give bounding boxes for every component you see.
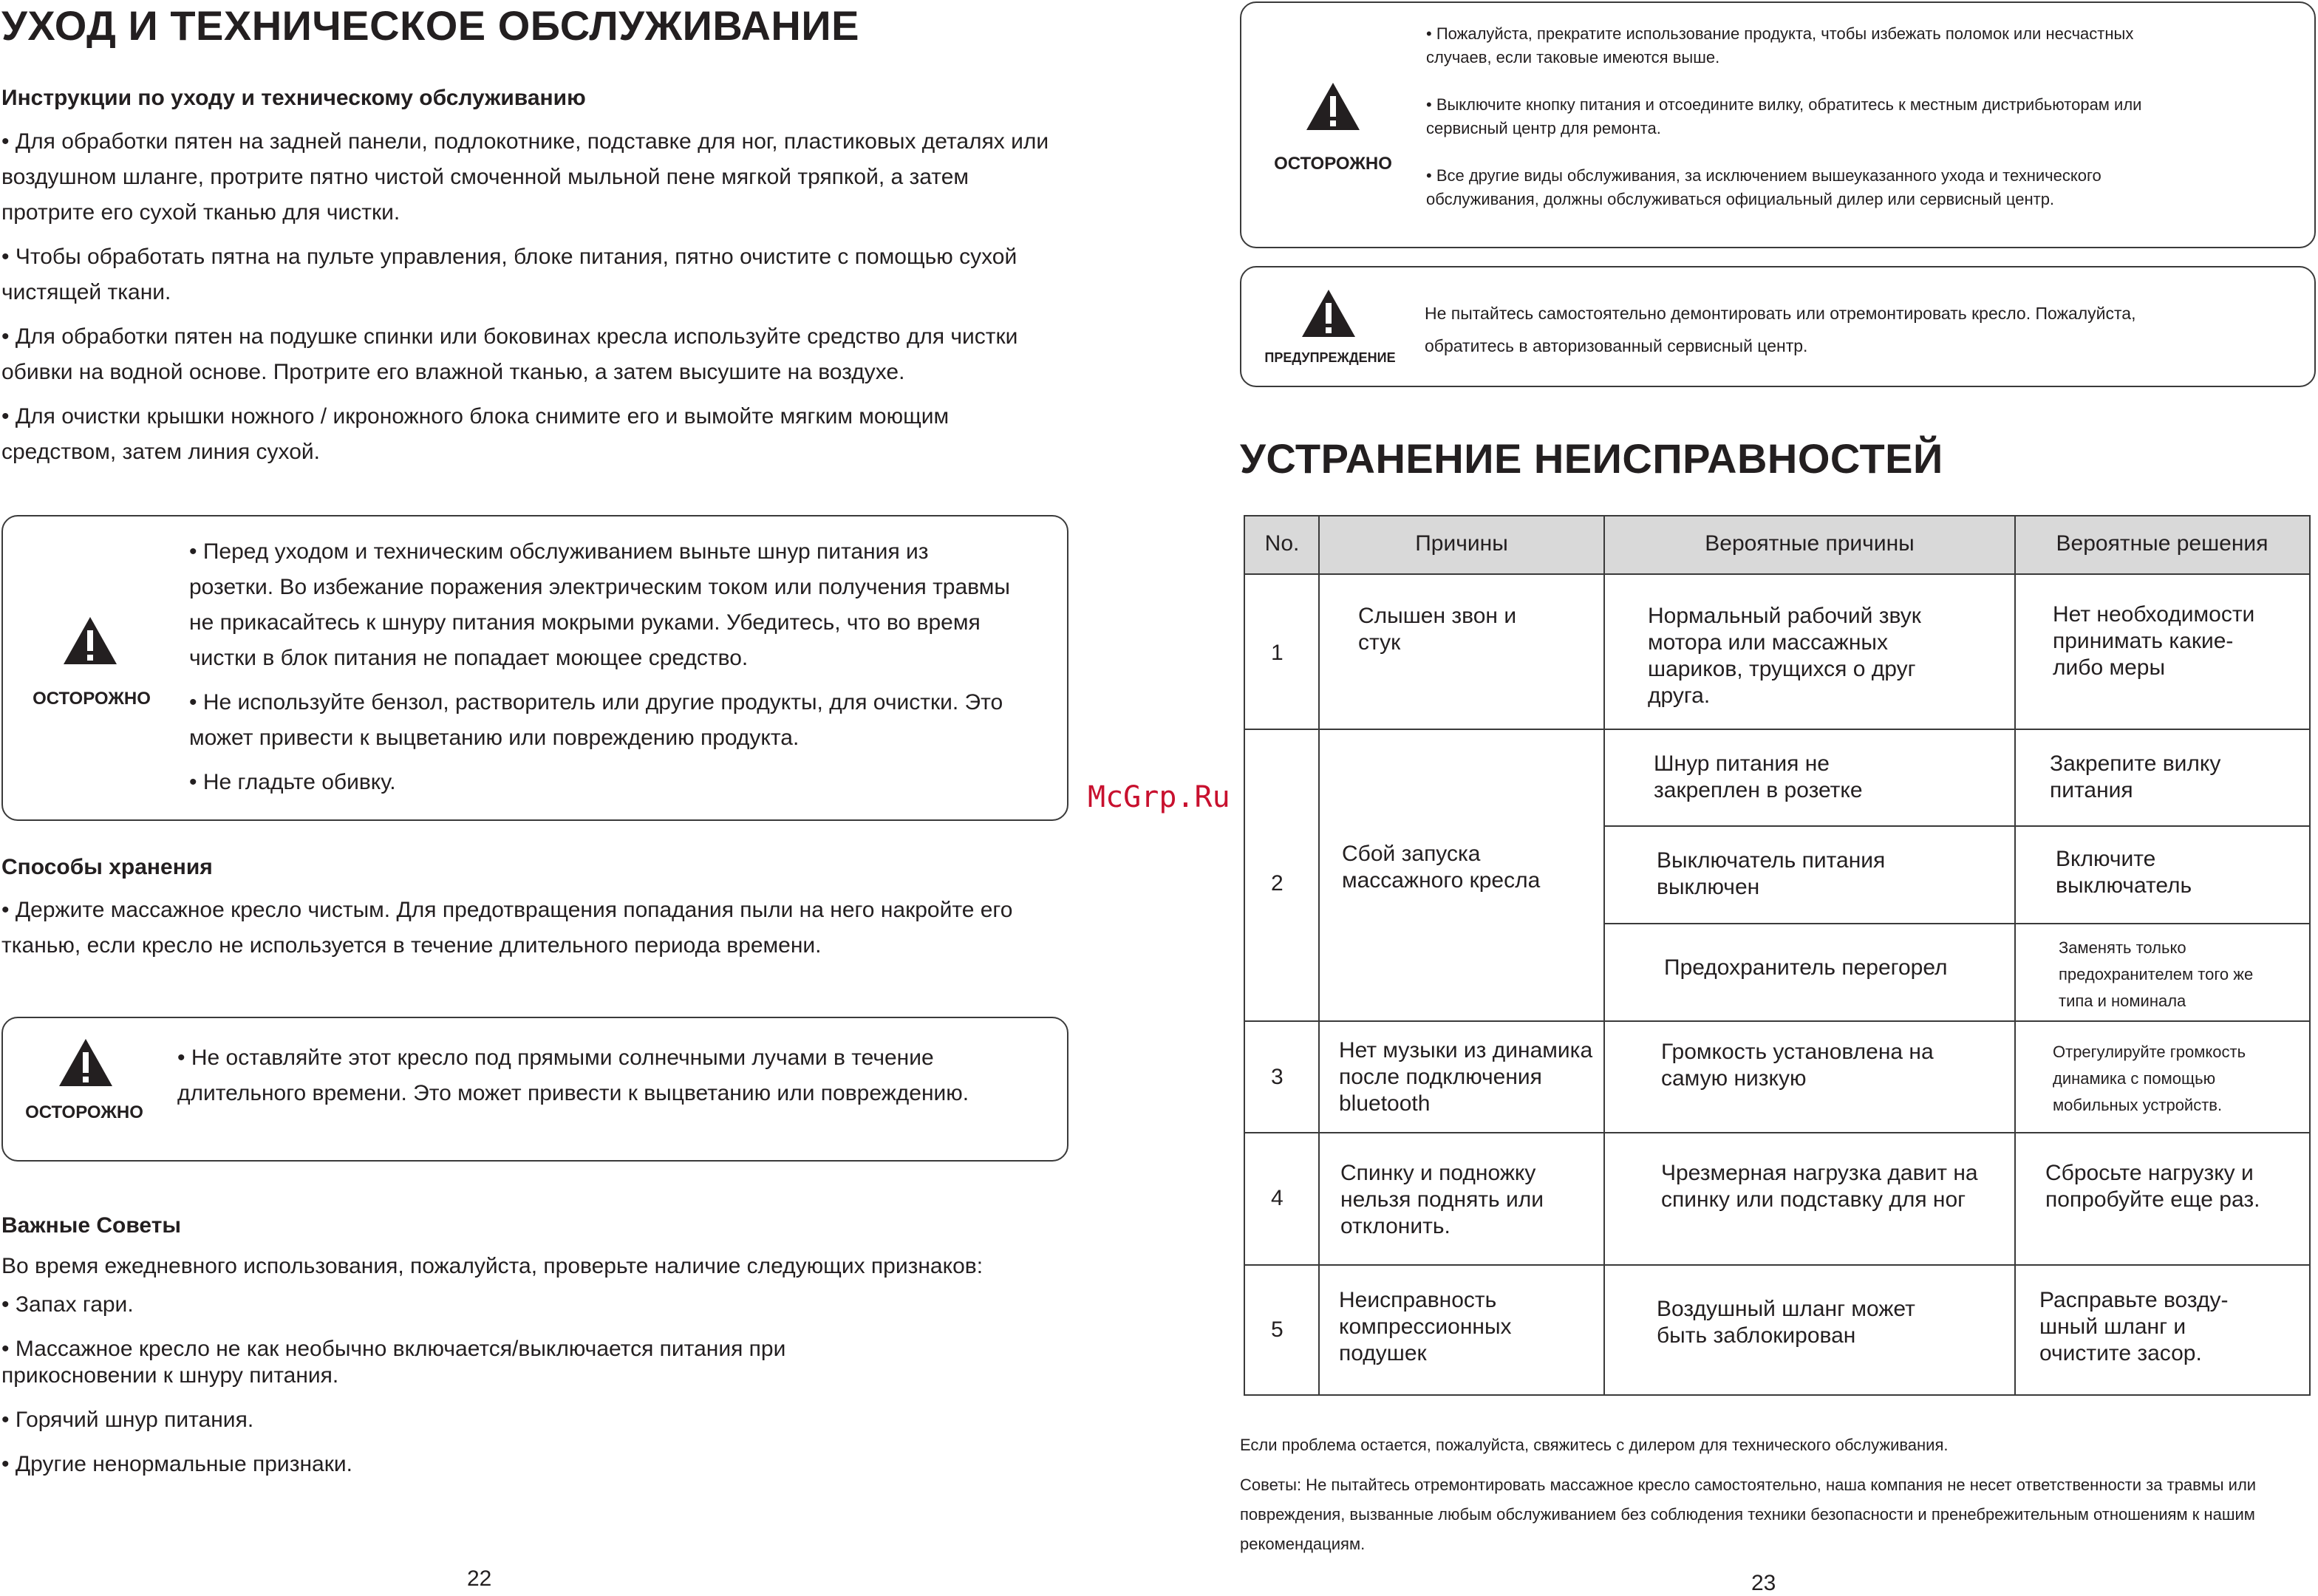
table-row-line bbox=[1603, 825, 2311, 827]
tips-list bbox=[1, 1292, 888, 1478]
table-cell-solution: Расправьте возду-шный шланг и очистите засор. bbox=[2039, 1288, 2229, 1365]
caution-item: • Не используйте бензол, растворитель или другие продукты, для очистки. Это может привести к выцветанию или повреждению продукта. bbox=[189, 690, 1003, 750]
table-cell-solution: Нет необходимости принимать какие-либо меры bbox=[2053, 602, 2255, 680]
tips-item: • Горячий шнур питания. bbox=[1, 1408, 254, 1432]
table-row-line bbox=[1244, 1132, 2311, 1133]
table-cell-probable: Предохранитель перегорел bbox=[1664, 955, 1948, 980]
table-cell-no: 3 bbox=[1271, 1065, 1284, 1089]
troubleshooting-title: УСТРАНЕНИЕ НЕИСПРАВНОСТЕЙ bbox=[1240, 435, 1943, 482]
care-paragraph: • Чтобы обработать пятна на пульте управления, блоке питания, пятно очистите с помощью сухой чистящей ткани. bbox=[1, 245, 1017, 304]
table-cell-cause: Спинку и подножку нельзя поднять или отклонить. bbox=[1340, 1161, 1544, 1238]
table-border-top bbox=[1244, 515, 2311, 516]
caution-item: • Перед уходом и техническим обслуживанием выньте шнур питания из розетки. Во избежание поражения электрическим током или получения травмы не прикасайтесь к шнуру питания мокрыми руками. Убедитесь, что во время чистки в блок питания не попадает моющее средство. bbox=[189, 539, 1010, 670]
table-cell-no: 1 bbox=[1271, 641, 1284, 665]
table-cell-solution: Отрегулируйте громкость динамика с помощью мобильных устройств. bbox=[2053, 1043, 2246, 1114]
tips-heading: Важные Советы bbox=[1, 1213, 182, 1238]
caution-item: • Все другие виды обслуживания, за исключением вышеуказанного ухода и технического обслуживания, должны обслуживаться официальный дилер или сервисный центр. bbox=[1426, 166, 2101, 208]
caution-box-storage bbox=[1, 1017, 1068, 1162]
table-header-solution: Вероятные решения bbox=[2056, 531, 2268, 556]
caution-text bbox=[189, 534, 1017, 800]
warning-line: Не пытайтесь самостоятельно демонтировать или отремонтировать кресло. Пожалуйста, bbox=[1425, 304, 2136, 323]
table-cell-cause: Неисправность компрессионных подушек bbox=[1339, 1288, 1512, 1365]
tips-item: • Массажное кресло не как необычно включается/выключается питания при прикосновении к шнуру питания. bbox=[1, 1337, 786, 1388]
table-row-line bbox=[1244, 729, 2311, 730]
left-page-title: УХОД И ТЕХНИЧЕСКОЕ ОБСЛУЖИВАНИЕ bbox=[1, 2, 859, 49]
caution-label: ОСТОРОЖНО bbox=[33, 689, 151, 709]
warning-box bbox=[1240, 266, 2316, 387]
table-cell-cause: Слышен звон и стук bbox=[1358, 604, 1517, 655]
caution-item: • Не гладьте обивку. bbox=[189, 770, 396, 794]
table-cell-solution: Закрепите вилку питания bbox=[2050, 751, 2221, 802]
caution-label: ОСТОРОЖНО bbox=[1274, 154, 1392, 174]
care-paragraph: • Для обработки пятен на задней панели, подлокотнике, подставке для ног, пластиковых деталях или воздушном шланге, протрите пятно чистой смоченной мыльной пене мягкой тряпкой, а затем протрите его сухой тканью для чистки. bbox=[1, 129, 1049, 225]
warning-text bbox=[1425, 297, 2297, 362]
table-cell-probable: Нормальный рабочий звук мотора или массажных шариков, трущихся о друг друга. bbox=[1648, 604, 1921, 708]
table-cell-probable: Шнур питания не закреплен в розетке bbox=[1654, 751, 1863, 802]
table-cell-probable: Громкость установлена на самую низкую bbox=[1661, 1040, 1934, 1091]
care-instructions bbox=[1, 124, 1051, 470]
caution-box-care bbox=[1, 515, 1068, 821]
footer-contact: Если проблема остается, пожалуйста, свяжитесь с дилером для технического обслуживания. bbox=[1240, 1436, 1949, 1454]
warning-triangle-icon bbox=[58, 1037, 114, 1088]
care-paragraph: • Для обработки пятен на подушке спинки или боковинах кресла используйте средство для чистки обивки на водной основе. Протрите его влажной тканью, а затем высушите на воздухе. bbox=[1, 324, 1018, 384]
footer-advice: Советы: Не пытайтесь отремонтировать массажное кресло самостоятельно, наша компания не несет ответственности за травмы или повреждения, вызванные любым обслуживанием без соблюдения техники безопасности и пренебрежительным отношениям к нашим рекомендациям. bbox=[1240, 1476, 2257, 1553]
table-cell-no: 5 bbox=[1271, 1317, 1284, 1342]
warning-line: обратитесь в авторизованный сервисный центр. bbox=[1425, 336, 1808, 355]
table-cell-probable: Выключатель питания выключен bbox=[1657, 848, 1886, 899]
table-cell-no: 4 bbox=[1271, 1186, 1284, 1210]
warning-triangle-icon bbox=[1301, 288, 1357, 338]
table-cell-solution: Заменять только предохранителем того же типа и номинала bbox=[2059, 938, 2254, 1010]
caution-text: • Не оставляйте этот кресло под прямыми солнечными лучами в течение длительного времени. Это может привести к выцветанию или повреждению. bbox=[177, 1046, 969, 1105]
table-row-line bbox=[1244, 1020, 2311, 1022]
tips-item: • Запах гари. bbox=[1, 1292, 134, 1317]
table-border-bottom bbox=[1244, 1394, 2311, 1396]
table-cell-probable: Чрезмерная нагрузка давит на спинку или подставку для ног bbox=[1661, 1161, 1978, 1212]
table-header-cause: Причины bbox=[1415, 531, 1508, 556]
table-header-probable: Вероятные причины bbox=[1705, 531, 1915, 556]
warning-label: ПРЕДУПРЕЖДЕНИЕ bbox=[1264, 350, 1396, 365]
page-number-right: 23 bbox=[1751, 1571, 1776, 1595]
warning-triangle-icon bbox=[62, 615, 118, 666]
page-number-left: 22 bbox=[467, 1566, 492, 1591]
care-heading: Инструкции по уходу и техническому обслуживанию bbox=[1, 86, 586, 110]
table-row-line bbox=[1603, 923, 2311, 924]
table-cell-cause: Сбой запуска массажного кресла bbox=[1342, 842, 1541, 893]
table-cell-solution: Включите выключатель bbox=[2056, 847, 2192, 898]
warning-triangle-icon bbox=[1305, 81, 1361, 132]
table-cell-cause: Нет музыки из динамика после подключения bluetooth bbox=[1339, 1038, 1593, 1116]
storage-heading: Способы хранения bbox=[1, 855, 213, 879]
tips-item: • Другие ненормальные признаки. bbox=[1, 1452, 352, 1476]
table-cell-solution: Сбросьте нагрузку и попробуйте еще раз. bbox=[2045, 1161, 2260, 1212]
caution-label: ОСТОРОЖНО bbox=[25, 1102, 143, 1122]
caution-box-service bbox=[1240, 1, 2316, 248]
table-cell-no: 2 bbox=[1271, 871, 1284, 896]
caution-item: • Выключите кнопку питания и отсоедините вилку, обратитесь к местным дистрибьюторам или сервисный центр для ремонта. bbox=[1426, 95, 2142, 137]
tips-intro: Во время ежедневного использования, пожалуйста, проверьте наличие следующих признаков: bbox=[1, 1254, 984, 1278]
table-header-no: No. bbox=[1264, 531, 1300, 556]
table-row-line bbox=[1244, 573, 2311, 575]
caution-item: • Пожалуйста, прекратите использование продукта, чтобы избежать поломок или несчастных случаев, если таковые имеются выше. bbox=[1426, 24, 2134, 66]
table-row-line bbox=[1244, 1264, 2311, 1266]
table-cell-probable: Воздушный шланг может быть заблокирован bbox=[1657, 1297, 1915, 1348]
watermark: McGrp.Ru bbox=[1088, 780, 1230, 814]
care-paragraph: • Для очистки крышки ножного / икроножного блока снимите его и вымойте мягким моющим средством, затем линия сухой. bbox=[1, 404, 950, 464]
caution-text bbox=[1426, 22, 2202, 211]
storage-text: • Держите массажное кресло чистым. Для предотвращения попадания пыли на него накройте его тканью, если кресло не используется в течение длительного периода времени. bbox=[1, 898, 1013, 958]
